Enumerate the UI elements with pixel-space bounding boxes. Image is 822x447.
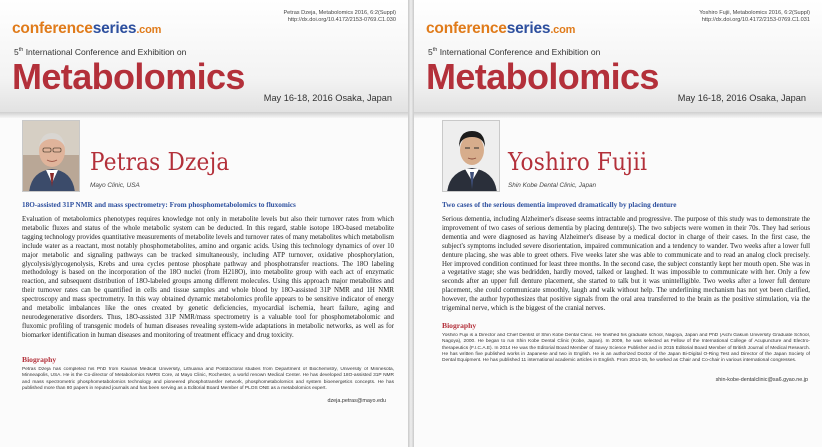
- talk-title: 18O-assisted 31P NMR and mass spectrometry: From phosphometabolomics to fluxomics: [22, 201, 296, 209]
- citation: [283, 10, 396, 25]
- citation-line: Yoshiro Fujii, Metabolomics 2016, 6:2(Suppl): [699, 10, 810, 16]
- conference-date: May 16-18, 2016 Osaka, Japan: [677, 93, 806, 103]
- header-band-shadow: [0, 112, 408, 118]
- doi-link[interactable]: http://dx.doi.org/10.4172/2153-0769.C1.030: [287, 17, 396, 24]
- speaker-name: Yoshiro Fujii: [508, 148, 648, 176]
- conference-title: 5th International Conference and Exhibition on: [428, 47, 601, 57]
- speaker-photo: [22, 120, 80, 192]
- conference-name: Metabolomics: [426, 56, 659, 97]
- doi-link[interactable]: http://dx.doi.org/10.4172/2153-0769.C1.031: [701, 17, 810, 24]
- biography-text: Petras Dzeja has completed his PhD from Kaunas Medical University, Lithuania and Postdoctoral studies from Department of Biochemistry, University of Minnesota, Minneapolis, USA. He is the Co-director of Metabolomics NMRS Core, at Mayo Clinic, Rochester, a world renown Medical Center. He has developed 18O-assisted 31P NMR and mass spectrometric phosphometabolomics technology and pioneered phosphotransfer network, phosphometabolomics and system bioenergetics concepts. He has published more than 80 papers in reputed journals and has been serving as a Editorial Board Member of PLOS ONE as a metabolomics expert.: [22, 367, 394, 391]
- talk-title: Two cases of the serious dementia improved dramatically by placing denture: [442, 201, 677, 209]
- speaker-name: Petras Dzeja: [90, 148, 230, 176]
- conference-series-logo: conferenceseries.com: [12, 20, 162, 37]
- conference-name: Metabolomics: [12, 56, 245, 97]
- left-page: [0, 0, 408, 447]
- speaker-affiliation: Shin Kobe Dental Clinic, Japan: [508, 182, 597, 189]
- citation-line: Petras Dzeja, Metabolomics 2016, 6:2(Suppl): [283, 10, 396, 16]
- right-page: [414, 0, 822, 447]
- conference-title: 5th International Conference and Exhibition on: [14, 47, 187, 57]
- abstract-text: Serious dementia, including Alzheimer's disease seems intractable and progressive. The purpose of this study was to demonstrate the improvement of two cases of serious dementia by placing denture(s). The two subjects were women in their 70s. They had serious dementia and were diagnosed as having Alzheimer's disease by a medical doctor in charge of their cases. In the first case, the subject's symptoms included severe disorientation, impaired communication and a tendency to wander. Two weeks after a lower full denture placing, she was able to greet others. Five weeks later she was able to communicate and to read an analog clock precisely. Her improved condition continued for least three months. In the second case, the subject constantly kept her mouth open. She was in a vegetative stage; she was bedridden, hardly moved, talked or laughed. It was impossible to communicate with her. Only a few seconds after an upper full denture placement, she started to talk but it was unintelligible. Two weeks after a lower full denture placement, she could communicate smoothly, laugh and walk without help. The underlining mechanism has not yet been clarified, however, the author hypothesizes that positive signals from the oral area transferred to the brain as the positive stimulation, via the trigeminal nerve, which is the biggest of the cranial nerves.: [442, 216, 810, 313]
- biography-text: Yoshiro Fujii is a Director and Chief Dentist of Shin Kobe Dental Clinic. He finished his graduate school, Nagoya, Japan and PhD (Aichi Gakuin University Graduate School, Nagoya), 2000. He began to run Shin Kobe Dental Clinic (Kobe, Japan). In 2009, he was selected as Fellow of the International College of Acupuncture and Electro-therapeutics (F.I.C.A.E). In 2014 He was the Editorial Board Member of Savvy Science Publisher and in 2015 Editorial Board Member of British Journal of Medical Research. He has written five published works in Japanese and two in English. He is an authorized Doctor of the Japan Bi-Digital O-Ring Test and Director of the Japan Society of Dental Equipment. He has published 11 international academic articles in English. From 2014-15, he worked as Chair and Co-chair in various international congresses.: [442, 333, 810, 364]
- speaker-affiliation: Mayo Clinic, USA: [90, 182, 140, 189]
- speaker-email[interactable]: shin-kobe-dentalclinic@sa6.gyao.ne.jp: [715, 377, 808, 383]
- header-band-shadow: [414, 112, 822, 118]
- abstract-text: Evaluation of metabolomics phenotypes requires knowledge not only in metabolite levels but also their turnover rates from which metabolic fluxes and status of the whole metabolic system can be deducted. In this regard, stable isotope 18O-based metabolite tagging technology provides quantitative measurements of metabolite levels and turnover rates of many metabolites which metabolism include water as a reactant, most notably phosphometabolites, amino and organic acids. Using this technology dynamics of over 10 major metabolic and signaling pathways can be tracked simultaneously, including ATP turnover, oxidative phosphorylation, glycolysis/glycogenolysis, Krebs and urea cycles pentose phosphate pathway and phosphotransfer reactions. The 18O labeling methodology is based on the incorporation of the 18O nuclei (from H218O), into metabolite group with each act of enzymatic reaction, and subsequent distribution of 18O-labeled groups among different molecules. Using this approach major metabolites and their turnover rates can be quantified in cells and tissue samples and whole blood by 18O-assisted 31P NMR and 1H NMR spectroscopy and mass spectrometry. In this way obtained dynamic metabolomics profile appears to be sensitive indicator of energy and metabolic imbalances like the ones created by genetic deficiencies, myocardial ischemia, heart failure, aging and neurodegenerative disorders. Thus, 18O-assisted 31P NMR/mass spectrometry is a valuable tool for phosphometabolomic and fluxomic profiling of transgenic models of human diseases revealing system-wide adaptations in metabolic networks, as well as for biomarker identification in human diseases and monitoring of treatment efficacy and drug toxicity.: [22, 216, 394, 339]
- conference-series-logo: conferenceseries.com: [426, 20, 576, 37]
- biography-heading: Biography: [442, 321, 477, 330]
- citation: [699, 10, 810, 25]
- speaker-email[interactable]: dzeja.petras@mayo.edu: [327, 398, 386, 404]
- speaker-photo: [442, 120, 500, 192]
- biography-heading: Biography: [22, 355, 57, 364]
- conference-date: May 16-18, 2016 Osaka, Japan: [263, 93, 392, 103]
